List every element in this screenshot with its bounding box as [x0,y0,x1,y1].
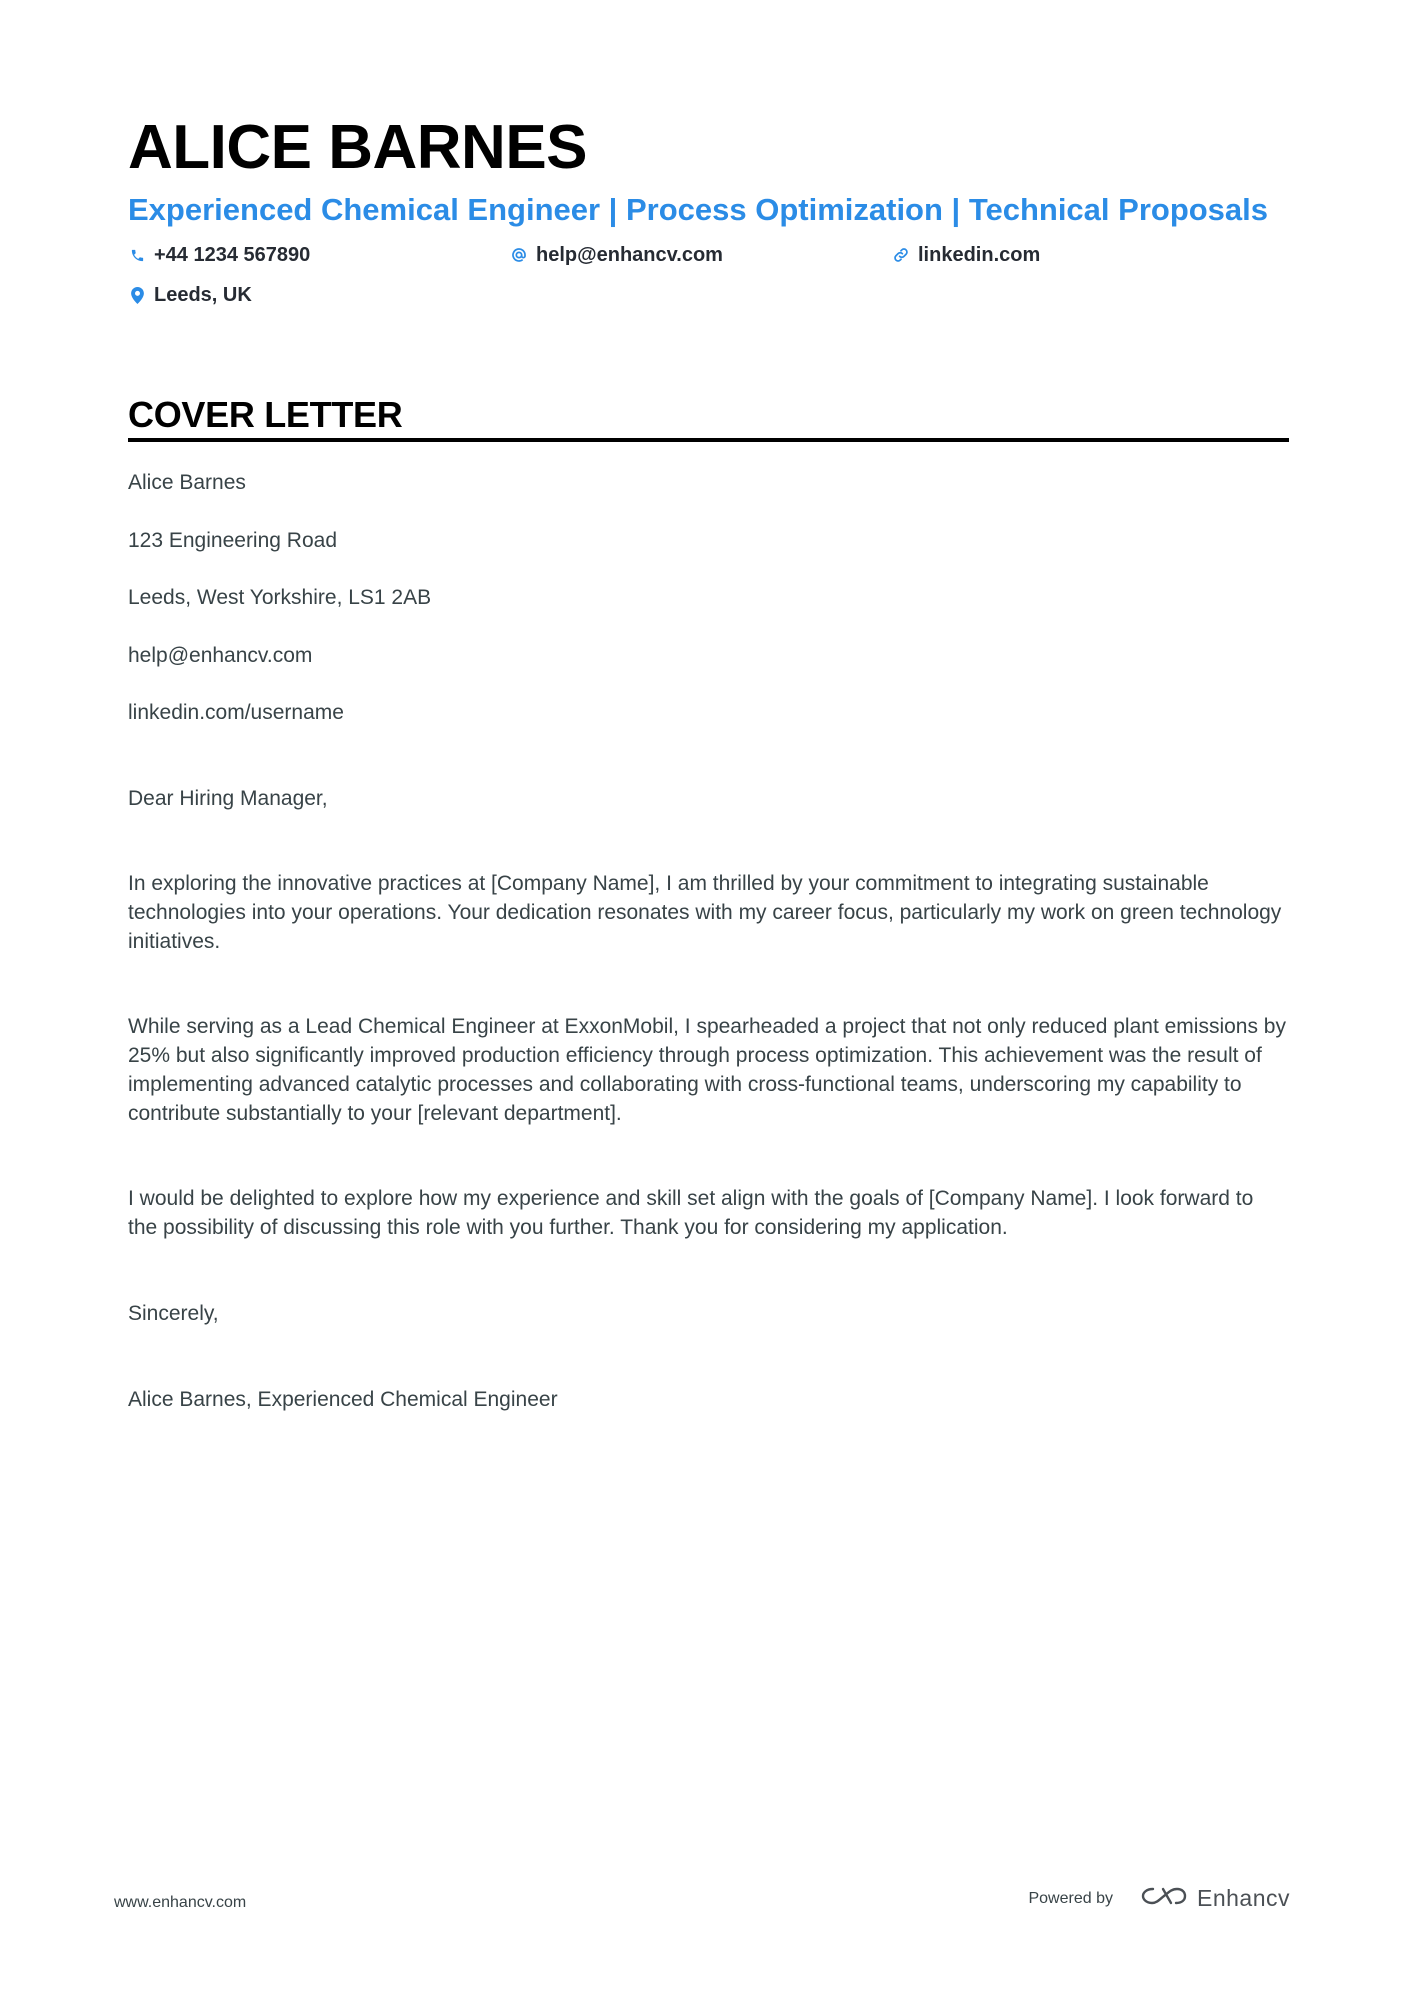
map-pin-icon [128,285,146,305]
brand-logo[interactable] [1141,1884,1290,1913]
sender-linkedin: linkedin.com/username [128,701,344,724]
email-text[interactable]: help@enhancv.com [536,244,723,266]
contact-linkedin[interactable] [892,242,1040,268]
footer-branding [1028,1884,1290,1913]
letter-signature: Alice Barnes, Experienced Chemical Engineer [128,1388,558,1411]
section-divider [128,438,1289,442]
phone-text: +44 1234 567890 [154,244,311,266]
sender-name: Alice Barnes [128,471,246,494]
letter-paragraph: In exploring the innovative practices at [Company Name], I am thrilled by your commitment to integrating sustainable technologies into your operations. Your dedication resonates with my career focus, particularly my work on green technology initiatives. [128,872,1282,953]
applicant-headline: Experienced Chemical Engineer | Process Optimization | Technical Proposals [128,192,1269,227]
letter-closing: Sincerely, [128,1302,219,1325]
sender-street: 123 Engineering Road [128,529,337,552]
sender-email: help@enhancv.com [128,644,313,667]
brand-name: Enhancv [1196,1885,1290,1911]
footer-website[interactable]: www.enhancv.com [114,1894,247,1911]
enhancv-logo-icon [1141,1884,1187,1913]
contact-email[interactable] [510,242,723,268]
letter-greeting: Dear Hiring Manager, [128,787,328,810]
contact-phone [128,242,310,268]
section-title: COVER LETTER [128,394,403,435]
letter-paragraph: I would be delighted to explore how my experience and skill set align with the goals of [Company Name]. I look forward to the possibility of discussing this role with you further. Thank you for considering my application. [128,1187,1254,1239]
powered-by-label: Powered by [1028,1889,1113,1907]
location-text: Leeds, UK [154,284,252,306]
at-icon [510,245,528,265]
phone-icon [128,245,146,265]
letter-paragraph: While serving as a Lead Chemical Engineer at ExxonMobil, I spearheaded a project that not only reduced plant emissions by 25% but also significantly improved production efficiency through process optimization. This achievement was the result of implementing advanced catalytic processes and collaborating with cross-functional teams, underscoring my capability to contribute substantially to your [relevant department]. [128,1015,1286,1125]
link-icon [892,245,910,265]
sender-city: Leeds, West Yorkshire, LS1 2AB [128,586,432,609]
applicant-name: ALICE BARNES [128,113,588,182]
linkedin-text[interactable]: linkedin.com [918,244,1041,266]
contact-location [128,282,252,308]
